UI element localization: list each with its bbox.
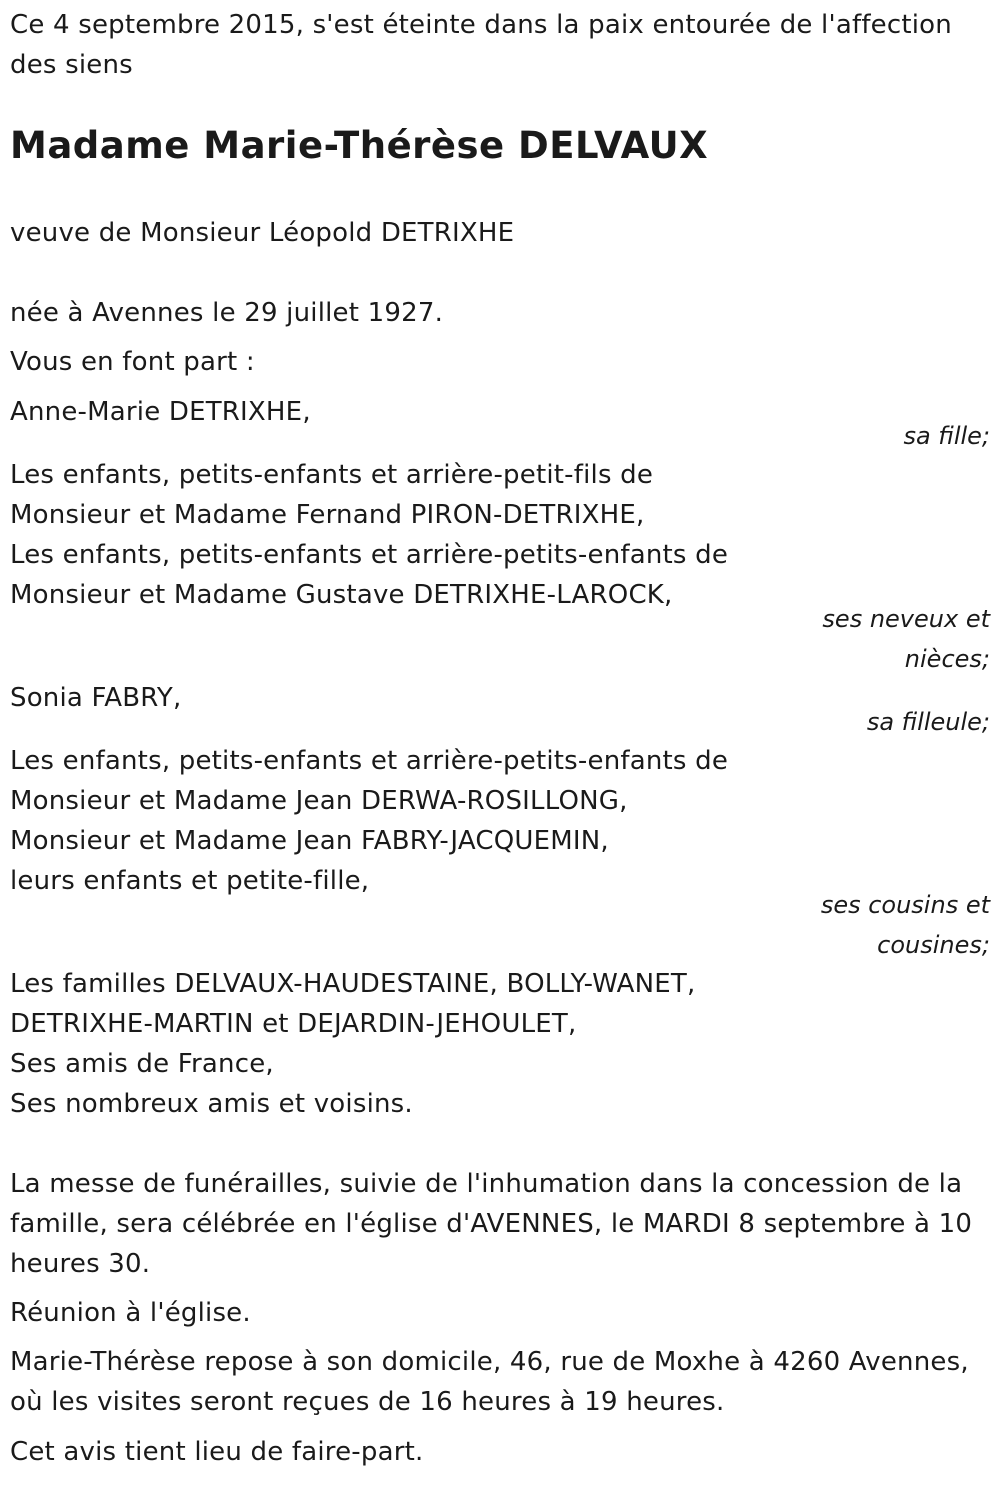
funeral-info-line: famille, sera célébrée en l'église d'AVENNES, le MARDI 8 septembre à 10 [10, 1209, 973, 1239]
relationship-label: sa filleule; [866, 708, 990, 736]
intro-line-2: des siens [10, 50, 133, 80]
relationship-label: sa fille; [903, 422, 990, 450]
mourner-line: Sonia FABRY, [10, 683, 182, 713]
closing-line: Cet avis tient lieu de faire-part. [10, 1437, 424, 1467]
mourner-line: Anne-Marie DETRIXHE, [10, 397, 311, 427]
birth-info: née à Avennes le 29 juillet 1927. [10, 298, 444, 328]
relationship-label: ses neveux et [822, 605, 990, 633]
mourner-line: Ses nombreux amis et voisins. [10, 1089, 413, 1119]
deceased-name: Madame Marie-Thérèse DELVAUX [10, 124, 709, 167]
mourner-line: Ses amis de France, [10, 1049, 274, 1079]
funeral-info-line: heures 30. [10, 1249, 151, 1279]
relationship-label: ses cousins et [820, 891, 990, 919]
relationship-label: nièces; [904, 645, 990, 673]
intro-line-1: Ce 4 septembre 2015, s'est éteinte dans la paix entourée de l'affection [10, 10, 952, 40]
mourner-line: leurs enfants et petite-fille, [10, 866, 370, 896]
mourner-line: Monsieur et Madame Fernand PIRON-DETRIXHE, [10, 500, 645, 530]
mourner-line: Les enfants, petits-enfants et arrière-petit-fils de [10, 460, 654, 490]
mourner-line: Les familles DELVAUX-HAUDESTAINE, BOLLY-WANET, [10, 969, 696, 999]
repose-info-line: Marie-Thérèse repose à son domicile, 46, rue de Moxhe à 4260 Avennes, [10, 1347, 969, 1377]
mourner-line: DETRIXHE-MARTIN et DEJARDIN-JEHOULET, [10, 1009, 577, 1039]
repose-info-line: où les visites seront reçues de 16 heures à 19 heures. [10, 1387, 725, 1417]
mourner-line: Monsieur et Madame Jean DERWA-ROSILLONG, [10, 786, 628, 816]
meeting-info: Réunion à l'église. [10, 1298, 251, 1328]
widow-of: veuve de Monsieur Léopold DETRIXHE [10, 218, 515, 248]
mourner-line: Monsieur et Madame Gustave DETRIXHE-LAROCK, [10, 580, 673, 610]
funeral-info-line: La messe de funérailles, suivie de l'inhumation dans la concession de la [10, 1169, 963, 1199]
mourner-line: Les enfants, petits-enfants et arrière-petits-enfants de [10, 746, 729, 776]
announce-line: Vous en font part : [10, 347, 255, 377]
mourner-line: Les enfants, petits-enfants et arrière-petits-enfants de [10, 540, 729, 570]
mourner-line: Monsieur et Madame Jean FABRY-JACQUEMIN, [10, 826, 609, 856]
relationship-label: cousines; [877, 931, 990, 959]
